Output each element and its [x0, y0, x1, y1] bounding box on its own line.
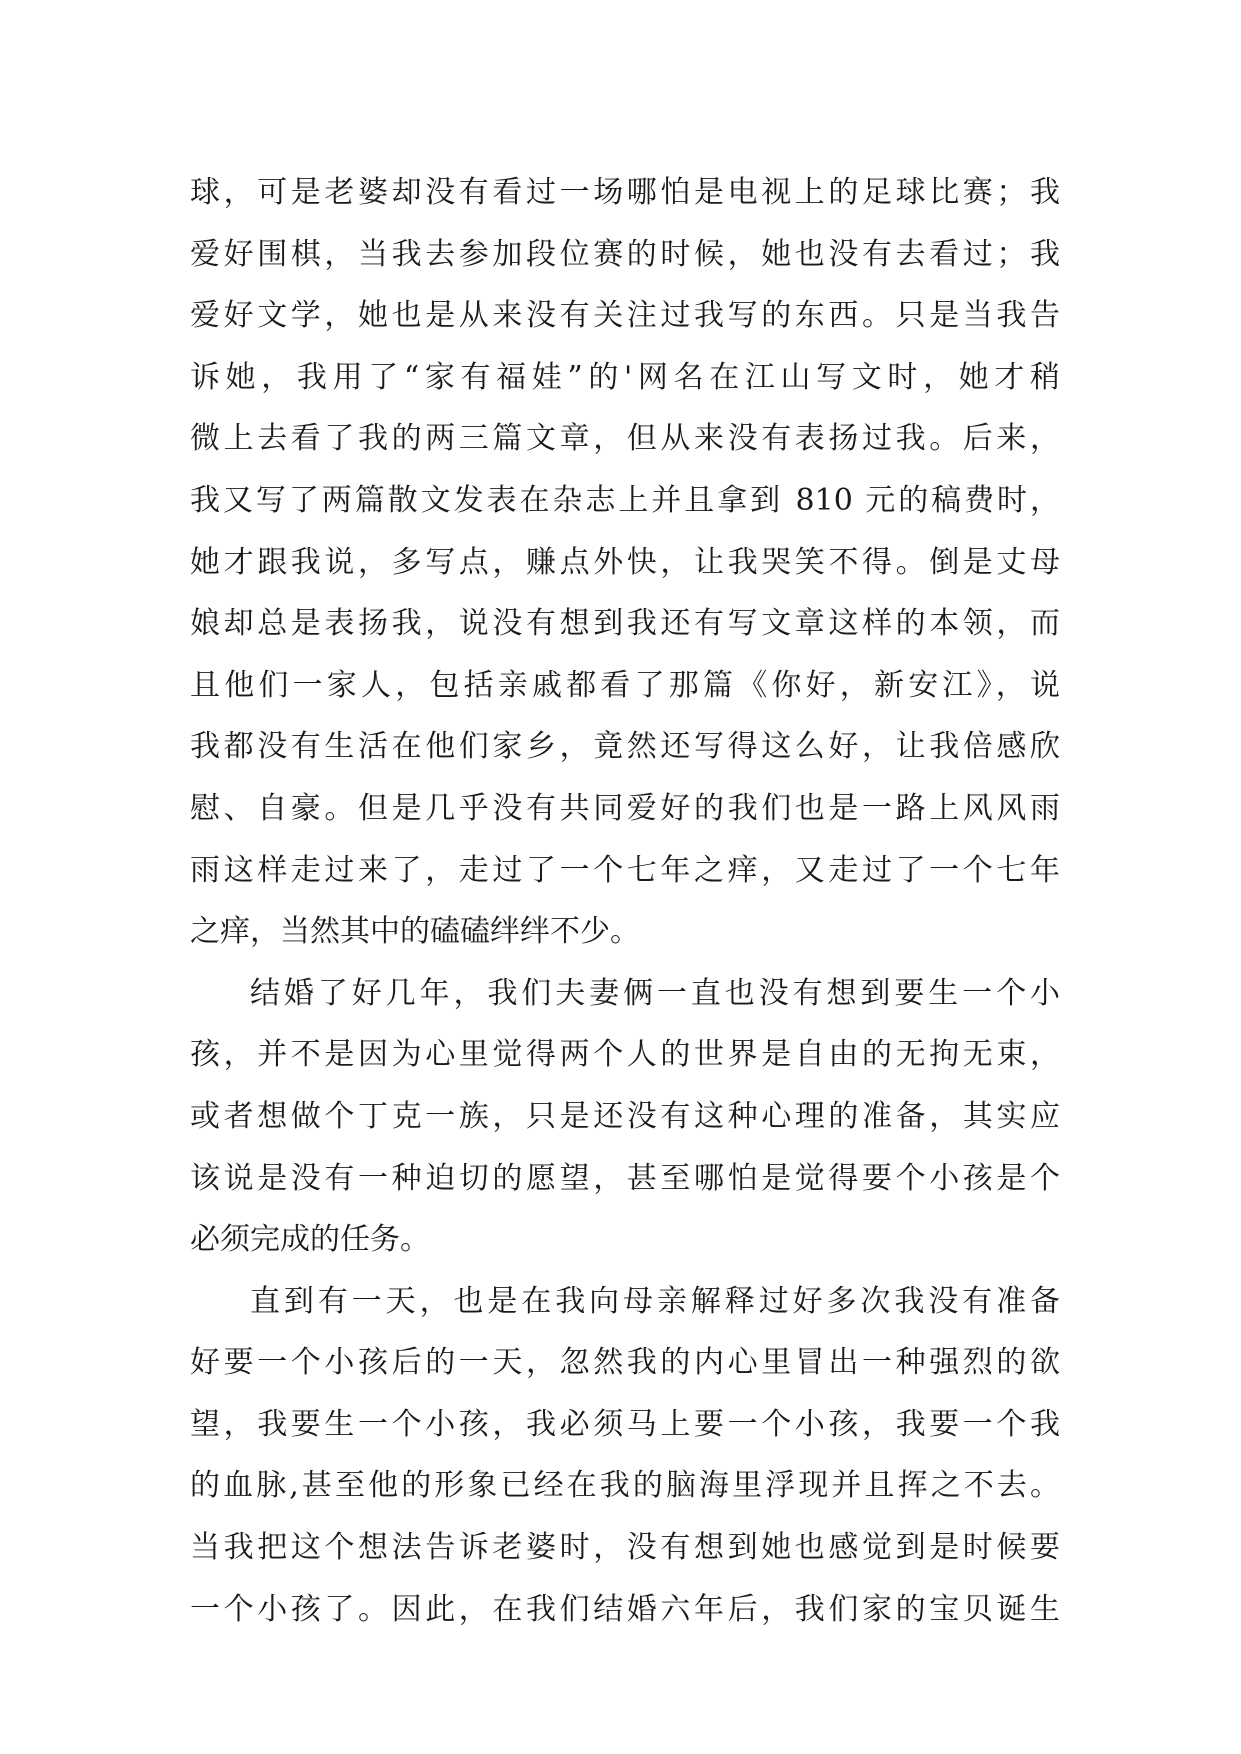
text-line: 爱好文学，她也是从来没有关注过我写的东西。只是当我告: [190, 298, 1060, 334]
text-line: 或者想做个丁克一族，只是还没有这种心理的准备，其实应: [190, 1098, 1060, 1134]
document-body: [190, 162, 1060, 1640]
text-line: 望，我要生一个小孩，我必须马上要一个小孩，我要一个我: [190, 1406, 1060, 1442]
text-line: 必须完成的任务。: [190, 1222, 430, 1258]
text-line: 球，可是老婆却没有看过一场哪怕是电视上的足球比赛；我: [190, 175, 1060, 210]
text-line: 之痒，当然其中的磕磕绊绊不少。: [190, 914, 640, 950]
text-line: 爱好围棋，当我去参加段位赛的时候，她也没有去看过；我: [190, 236, 1060, 272]
text-line: 直到有一天，也是在我向母亲解释过好多次我没有准备: [250, 1283, 1060, 1319]
text-line: 结婚了好几年，我们夫妻俩一直也没有想到要生一个小: [250, 975, 1060, 1011]
text-line: 她才跟我说，多写点，赚点外快，让我哭笑不得。倒是丈母: [190, 544, 1060, 580]
text-line: 我都没有生活在他们家乡，竟然还写得这么好，让我倍感欣: [190, 729, 1060, 765]
text-line: 慰、自豪。但是几乎没有共同爱好的我们也是一路上风风雨: [190, 790, 1060, 826]
text-line: 微上去看了我的两三篇文章，但从来没有表扬过我。后来，: [190, 421, 1060, 457]
text-line: 该说是没有一种迫切的愿望，甚至哪怕是觉得要个小孩是个: [190, 1160, 1060, 1196]
text-line: 我又写了两篇散文发表在杂志上并且拿到 810 元的稿费时，: [190, 482, 1060, 518]
text-line: 且他们一家人，包括亲戚都看了那篇《你好，新安江》，说: [190, 667, 1060, 703]
text-line: 好要一个小孩后的一天，忽然我的内心里冒出一种强烈的欲: [190, 1345, 1060, 1381]
text-line: 诉她，我用了“家有福娃”的'网名在江山写文时，她才稍: [190, 359, 1060, 395]
text-line: 娘却总是表扬我，说没有想到我还有写文章这样的本领，而: [190, 606, 1060, 642]
text-line: 雨这样走过来了，走过了一个七年之痒，又走过了一个七年: [190, 852, 1060, 888]
text-line: 的血脉,甚至他的形象已经在我的脑海里浮现并且挥之不去。: [190, 1468, 1060, 1504]
text-line: 当我把这个想法告诉老婆时，没有想到她也感觉到是时候要: [190, 1530, 1060, 1566]
text-line: 孩，并不是因为心里觉得两个人的世界是自由的无拘无束，: [190, 1037, 1060, 1073]
text-line: 一个小孩了。因此，在我们结婚六年后，我们家的宝贝诞生: [190, 1591, 1060, 1627]
